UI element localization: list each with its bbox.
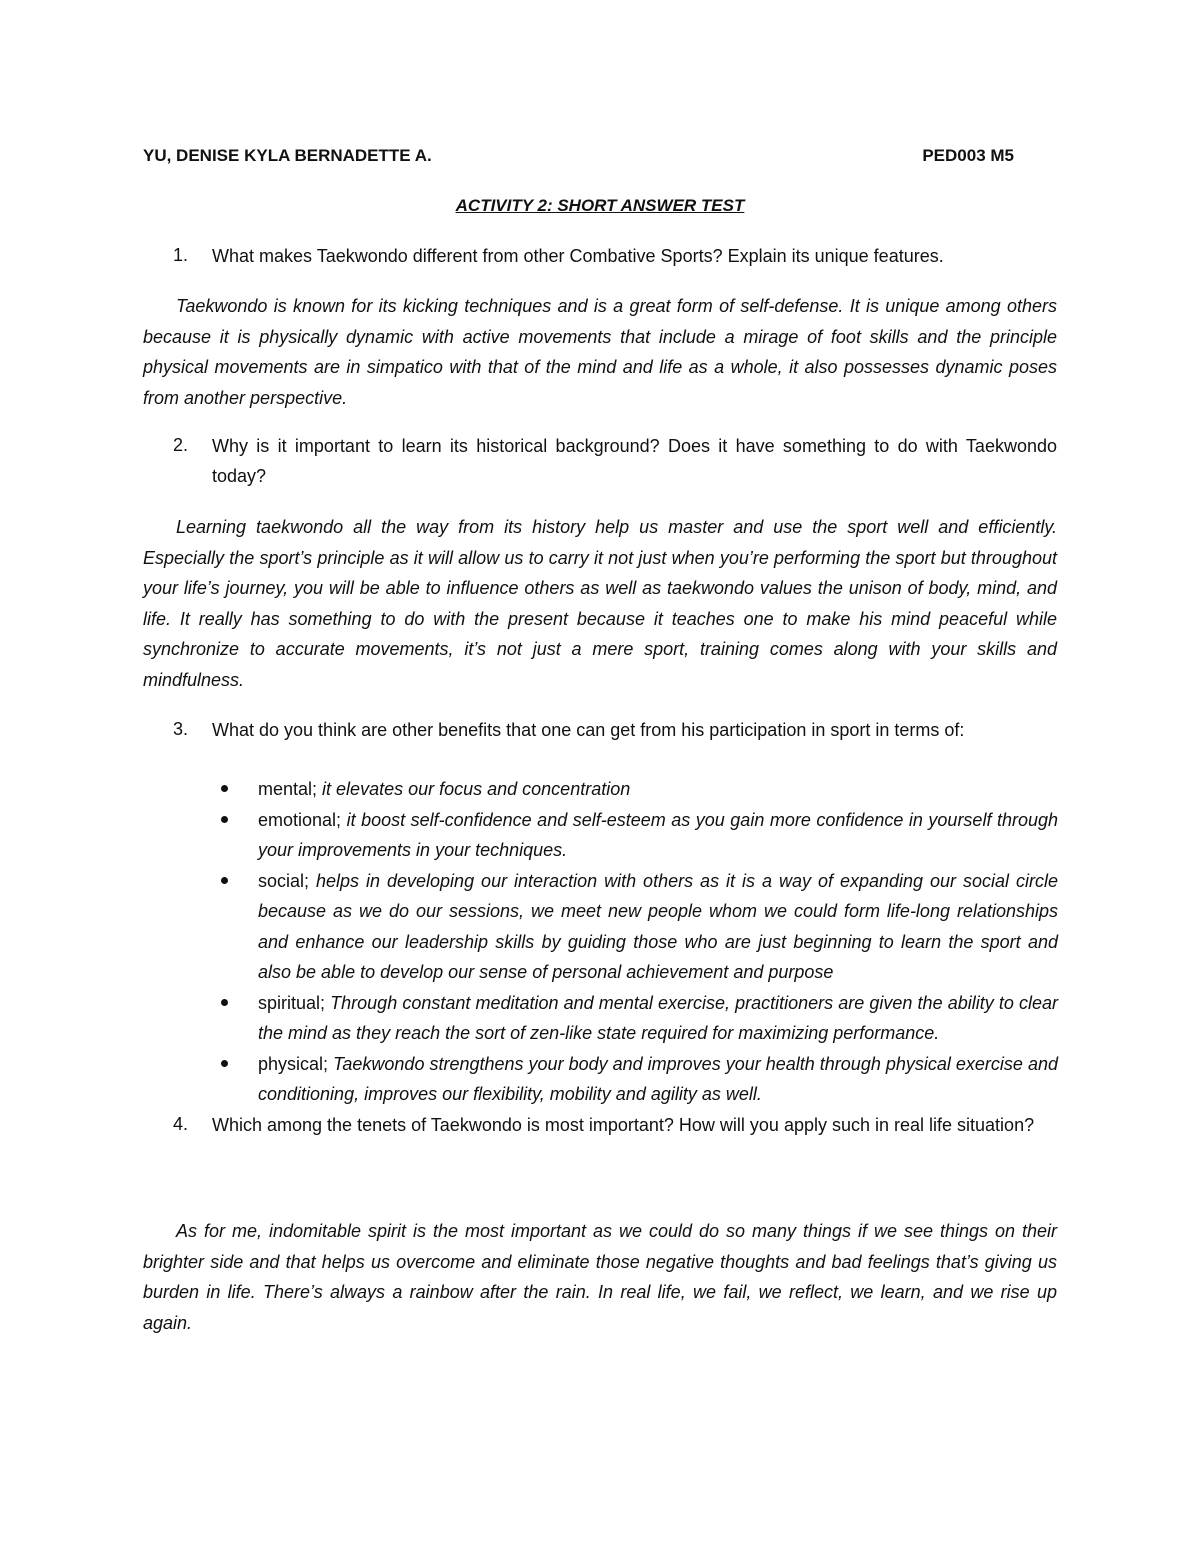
activity-title: ACTIVITY 2: SHORT ANSWER TEST — [455, 196, 745, 215]
course-code: PED003 M5 — [922, 146, 1014, 165]
question-4-number: 4. — [173, 1114, 189, 1134]
benefit-physical — [216, 1049, 1058, 1110]
benefit-social — [216, 866, 1058, 988]
answer-2: Learning taekwondo all the way from its history help us master and use the sport well and efficiently. Especially the sport’s principle as it will allow us to carry it not just when you’re performing the sport but throughout your life’s journey, you will be able to influence others as well as taekwondo values the unison of body, mind, and life. It really has something to do with the present because it teaches one to make his mind peaceful while synchronize to accurate movements, it’s not just a mere sport, training comes along with your skills and mindfulness. — [143, 517, 1057, 690]
benefit-text: helps in developing our interaction with others as it is a way of expanding our social circle because as we do our sessions, we meet new people whom we could form life-long relationships and enhance our leadership skills by guiding those who are just beginning to learn the sport and also be able to develop our sense of personal achievement and purpose — [258, 870, 1058, 982]
benefit-label: social; — [258, 870, 310, 891]
benefit-spiritual — [216, 988, 1058, 1049]
question-2-text: Why is it important to learn its historical background? Does it have something to do with Taekwondo today? — [212, 436, 1057, 486]
answer-4: As for me, indomitable spirit is the most important as we could do so many things if we see things on their brighter side and that helps us overcome and eliminate those negative thoughts and bad feelings that’s giving us burden in life. There’s always a rainbow after the rain. In real life, we fail, we reflect, we learn, and we rise up again. — [143, 1221, 1057, 1333]
benefit-mental — [216, 774, 1058, 805]
benefit-label: physical; — [258, 1053, 329, 1074]
benefit-label: mental; — [258, 779, 318, 799]
benefit-emotional — [216, 805, 1058, 866]
student-name: YU, DENISE KYLA BERNADETTE A. — [143, 146, 432, 165]
answer-1: Taekwondo is known for its kicking techniques and is a great form of self-defense. It is unique among others because it is physically dynamic with active movements that include a mirage of foot skills and the principle physical movements are in simpatico with that of the mind and life as a whole, it also possesses dynamic poses from another perspective. — [143, 296, 1057, 408]
benefit-text: Through constant meditation and mental exercise, practitioners are given the ability to clear the mind as they reach the sort of zen-like state required for maximizing performance. — [258, 992, 1058, 1043]
question-3-text: What do you think are other benefits that one can get from his participation in sport in terms of: — [212, 720, 965, 740]
benefit-label: emotional; — [258, 809, 342, 830]
question-2-number: 2. — [173, 435, 189, 455]
question-3-number: 3. — [173, 719, 189, 739]
benefit-text: Taekwondo strengthens your body and improves your health through physical exercise and conditioning, improves our flexibility, mobility and agility as well. — [258, 1053, 1058, 1104]
benefit-text: it boost self-confidence and self-esteem as you gain more confidence in yourself through your improvements in your techniques. — [258, 809, 1058, 860]
question-1-number: 1. — [173, 245, 189, 265]
benefit-label: spiritual; — [258, 992, 326, 1013]
question-1-text: What makes Taekwondo different from other Combative Sports? Explain its unique features. — [212, 246, 944, 266]
question-4-text: Which among the tenets of Taekwondo is most important? How will you apply such in real life situation? — [212, 1115, 1035, 1135]
benefits-list — [216, 774, 1058, 1110]
benefit-text: it elevates our focus and concentration — [322, 779, 631, 799]
